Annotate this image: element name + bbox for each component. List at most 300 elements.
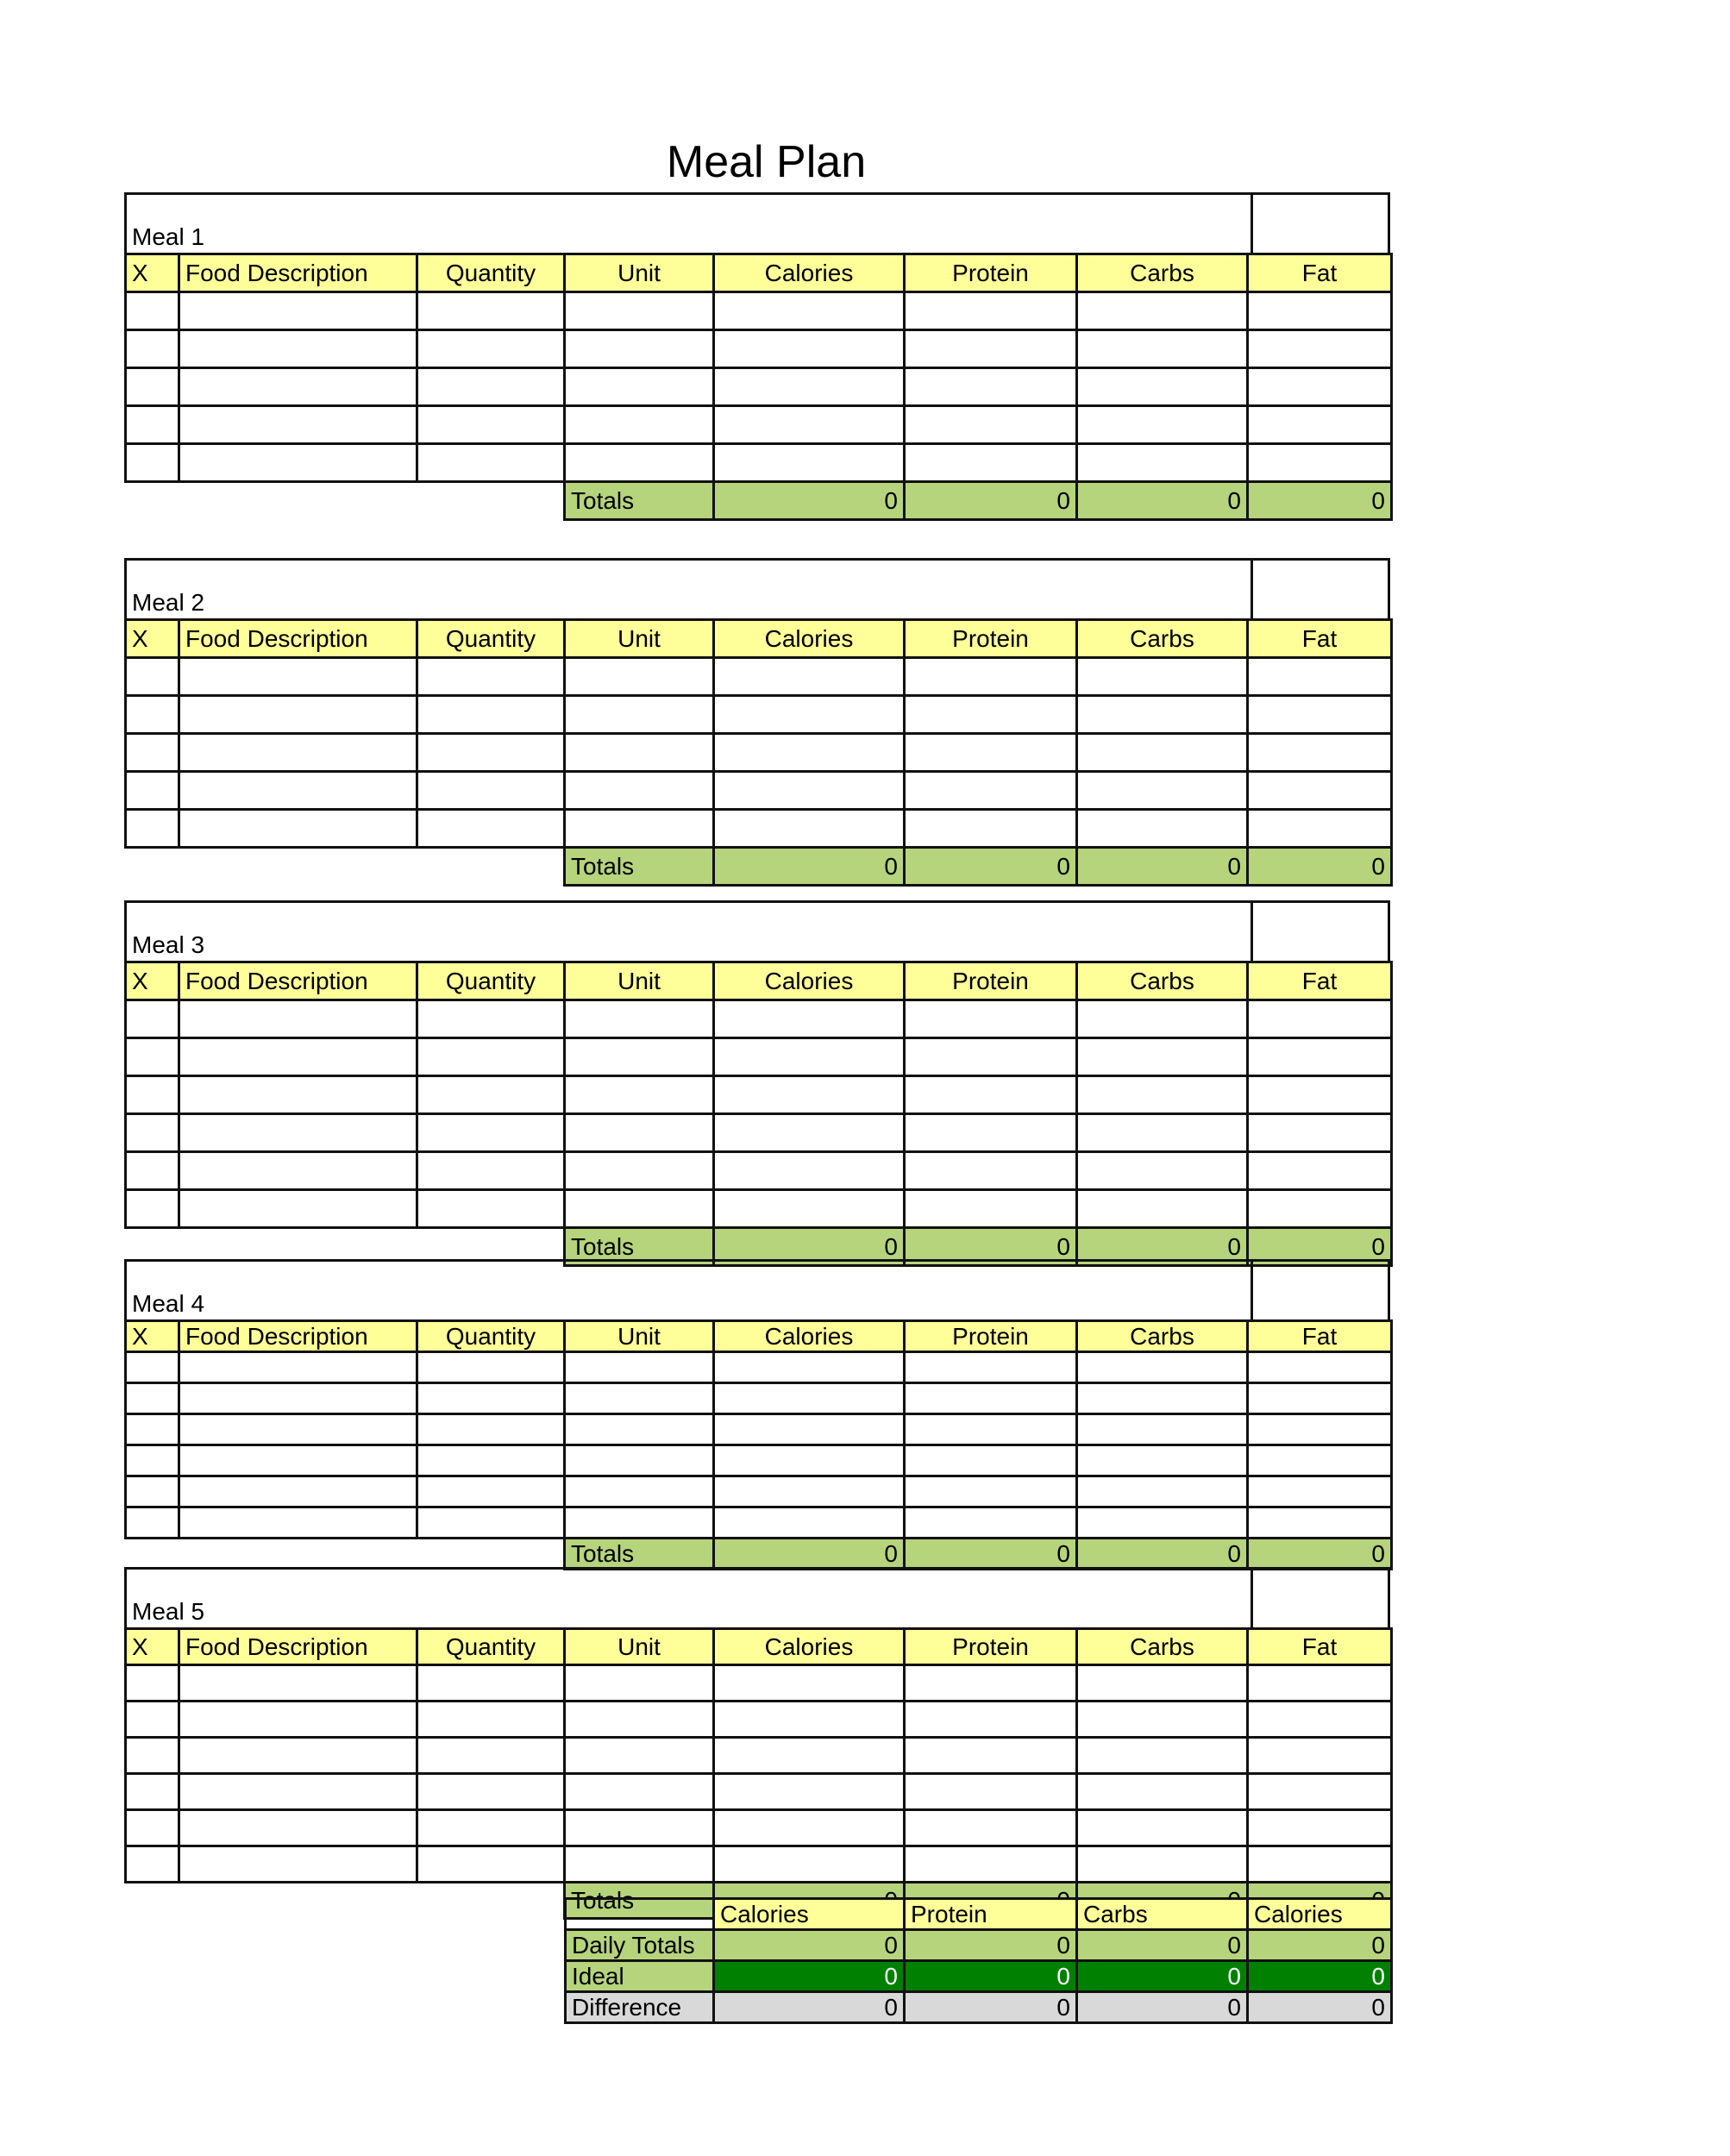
- entry-cell-protein[interactable]: [905, 368, 1077, 406]
- table-row: [126, 1114, 1392, 1152]
- entry-cell-carbs[interactable]: [1077, 696, 1248, 734]
- daily-totals-value: 0: [714, 1930, 905, 1961]
- entry-cell-unit[interactable]: [565, 1000, 714, 1038]
- entry-cell-carbs[interactable]: [1077, 1000, 1248, 1038]
- entry-cell-calories[interactable]: [714, 1846, 905, 1883]
- entry-cell-unit[interactable]: [565, 1774, 714, 1810]
- entry-cell-fat[interactable]: [1248, 810, 1392, 848]
- entry-cell-select[interactable]: [126, 406, 179, 444]
- entry-cell-fat[interactable]: [1248, 1774, 1392, 1810]
- difference-label: Difference: [566, 1992, 714, 2023]
- entry-cell-food-description[interactable]: [179, 1702, 417, 1738]
- entry-cell-carbs[interactable]: [1077, 1038, 1248, 1076]
- entry-cell-food-description[interactable]: [179, 1000, 417, 1038]
- entry-cell-calories[interactable]: [714, 1114, 905, 1152]
- entry-cell-select[interactable]: [126, 1738, 179, 1774]
- entry-cell-quantity[interactable]: [417, 1000, 565, 1038]
- entry-cell-unit[interactable]: [565, 292, 714, 330]
- table-row: [126, 444, 1392, 482]
- entry-cell-fat[interactable]: [1248, 1445, 1392, 1476]
- entry-cell-quantity[interactable]: [417, 696, 565, 734]
- entry-cell-fat[interactable]: [1248, 1738, 1392, 1774]
- entry-cell-food-description[interactable]: [179, 444, 417, 482]
- table-row: [126, 772, 1392, 810]
- entry-cell-unit[interactable]: [565, 1507, 714, 1539]
- entry-cell-unit[interactable]: [565, 1352, 714, 1383]
- entry-cell-quantity[interactable]: [417, 330, 565, 368]
- entry-cell-calories[interactable]: [714, 444, 905, 482]
- entry-cell-unit[interactable]: [565, 734, 714, 772]
- column-header-protein: Protein: [905, 254, 1077, 292]
- entry-cell-protein[interactable]: [905, 1702, 1077, 1738]
- entry-cell-quantity[interactable]: [417, 1774, 565, 1810]
- entry-cell-quantity[interactable]: [417, 1114, 565, 1152]
- daily-totals-value: 0: [905, 1930, 1077, 1961]
- entry-cell-carbs[interactable]: [1077, 734, 1248, 772]
- entry-cell-fat[interactable]: [1248, 1810, 1392, 1846]
- column-header-quantity: Quantity: [417, 620, 565, 658]
- entry-cell-carbs[interactable]: [1077, 1846, 1248, 1883]
- entry-cell-select[interactable]: [126, 658, 179, 696]
- entry-cell-fat[interactable]: [1248, 330, 1392, 368]
- entry-cell-carbs[interactable]: [1077, 1152, 1248, 1190]
- column-header-fat: Fat: [1248, 254, 1392, 292]
- entry-cell-quantity[interactable]: [417, 1414, 565, 1445]
- entry-cell-fat[interactable]: [1248, 1190, 1392, 1228]
- meal-header: [124, 558, 1390, 618]
- column-header-protein: Protein: [905, 962, 1077, 1000]
- meal-block: [124, 1567, 1390, 1920]
- entry-cell-calories[interactable]: [714, 696, 905, 734]
- entry-cell-fat[interactable]: [1248, 1383, 1392, 1414]
- entry-cell-select[interactable]: [126, 810, 179, 848]
- entry-cell-carbs[interactable]: [1077, 406, 1248, 444]
- entry-cell-calories[interactable]: [714, 658, 905, 696]
- column-header-protein: Protein: [905, 620, 1077, 658]
- entry-cell-fat[interactable]: [1248, 1076, 1392, 1114]
- entry-cell-calories[interactable]: [714, 292, 905, 330]
- entry-cell-fat[interactable]: [1248, 1352, 1392, 1383]
- entry-cell-unit[interactable]: [565, 1383, 714, 1414]
- entry-cell-fat[interactable]: [1248, 1507, 1392, 1539]
- entry-cell-unit[interactable]: [565, 1445, 714, 1476]
- entry-cell-protein[interactable]: [905, 1810, 1077, 1846]
- entry-cell-protein[interactable]: [905, 1190, 1077, 1228]
- entry-cell-unit[interactable]: [565, 1038, 714, 1076]
- column-header-calories: Calories: [714, 962, 905, 1000]
- ideal-label: Ideal: [566, 1961, 714, 1992]
- entry-cell-protein[interactable]: [905, 1076, 1077, 1114]
- column-header-unit: Unit: [565, 254, 714, 292]
- meal-block: [124, 558, 1390, 887]
- difference-value: 0: [1077, 1992, 1248, 2023]
- entry-cell-food-description[interactable]: [179, 1738, 417, 1774]
- entry-cell-select[interactable]: [126, 1846, 179, 1883]
- entry-cell-food-description[interactable]: [179, 292, 417, 330]
- column-header-row: [126, 962, 1392, 1000]
- entry-cell-calories[interactable]: [714, 1702, 905, 1738]
- totals-value-carbs: 0: [1077, 482, 1248, 520]
- entry-cell-unit[interactable]: [565, 1114, 714, 1152]
- entry-cell-fat[interactable]: [1248, 1000, 1392, 1038]
- entry-cell-calories[interactable]: [714, 330, 905, 368]
- column-header-carbs: Carbs: [1077, 962, 1248, 1000]
- entry-cell-food-description[interactable]: [179, 1352, 417, 1383]
- entry-cell-unit[interactable]: [565, 406, 714, 444]
- entry-cell-quantity[interactable]: [417, 1810, 565, 1846]
- entry-cell-quantity[interactable]: [417, 1445, 565, 1476]
- table-row: [126, 734, 1392, 772]
- entry-cell-unit[interactable]: [565, 330, 714, 368]
- entry-cell-protein[interactable]: [905, 406, 1077, 444]
- entry-cell-quantity[interactable]: [417, 1738, 565, 1774]
- entry-cell-fat[interactable]: [1248, 1476, 1392, 1507]
- entry-cell-calories[interactable]: [714, 1445, 905, 1476]
- entry-cell-fat[interactable]: [1248, 406, 1392, 444]
- entry-cell-unit[interactable]: [565, 696, 714, 734]
- entry-cell-protein[interactable]: [905, 1414, 1077, 1445]
- table-row: [126, 1190, 1392, 1228]
- totals-label: Totals: [565, 848, 714, 886]
- entry-cell-protein[interactable]: [905, 1846, 1077, 1883]
- entry-cell-select[interactable]: [126, 1702, 179, 1738]
- totals-value-protein: 0: [905, 848, 1077, 886]
- entry-cell-select[interactable]: [126, 1152, 179, 1190]
- summary-header-protein: Protein: [905, 1899, 1077, 1930]
- entry-cell-unit[interactable]: [565, 444, 714, 482]
- entry-cell-food-description[interactable]: [179, 330, 417, 368]
- totals-row: [126, 848, 1392, 886]
- entry-cell-carbs[interactable]: [1077, 1810, 1248, 1846]
- entry-cell-food-description[interactable]: [179, 1414, 417, 1445]
- entry-cell-select[interactable]: [126, 696, 179, 734]
- table-row: [126, 1846, 1392, 1883]
- totals-label: Totals: [565, 1883, 714, 1919]
- entry-cell-select[interactable]: [126, 1352, 179, 1383]
- entry-cell-select[interactable]: [126, 734, 179, 772]
- column-header-food-description: Food Description: [179, 254, 417, 292]
- entry-cell-fat[interactable]: [1248, 1846, 1392, 1883]
- entry-cell-unit[interactable]: [565, 772, 714, 810]
- entry-cell-food-description[interactable]: [179, 1445, 417, 1476]
- entry-cell-carbs[interactable]: [1077, 292, 1248, 330]
- entry-cell-calories[interactable]: [714, 1152, 905, 1190]
- summary-corner: [566, 1899, 714, 1930]
- entry-cell-protein[interactable]: [905, 1738, 1077, 1774]
- totals-spacer: [126, 848, 565, 886]
- totals-value-calories: 0: [714, 482, 905, 520]
- entry-cell-protein[interactable]: [905, 658, 1077, 696]
- entry-cell-select[interactable]: [126, 1665, 179, 1702]
- entry-cell-carbs[interactable]: [1077, 658, 1248, 696]
- column-header-select: X: [126, 962, 179, 1000]
- entry-cell-food-description[interactable]: [179, 1774, 417, 1810]
- entry-cell-calories[interactable]: [714, 1383, 905, 1414]
- table-row: [126, 406, 1392, 444]
- entry-cell-carbs[interactable]: [1077, 1190, 1248, 1228]
- entry-cell-calories[interactable]: [714, 1507, 905, 1539]
- entry-cell-calories[interactable]: [714, 1038, 905, 1076]
- daily-totals-label: Daily Totals: [566, 1930, 714, 1961]
- totals-value-fat: 0: [1248, 482, 1392, 520]
- totals-spacer: [126, 1883, 565, 1919]
- entry-cell-fat[interactable]: [1248, 734, 1392, 772]
- meal-label: Meal 1: [132, 223, 205, 250]
- entry-cell-select[interactable]: [126, 292, 179, 330]
- entry-cell-select[interactable]: [126, 1000, 179, 1038]
- entry-cell-calories[interactable]: [714, 368, 905, 406]
- entry-cell-quantity[interactable]: [417, 1383, 565, 1414]
- column-header-fat: Fat: [1248, 1629, 1392, 1665]
- entry-cell-quantity[interactable]: [417, 1152, 565, 1190]
- entry-cell-select[interactable]: [126, 1810, 179, 1846]
- column-header-select: X: [126, 254, 179, 292]
- entry-cell-protein[interactable]: [905, 1000, 1077, 1038]
- meal-header: [124, 900, 1390, 961]
- entry-cell-carbs[interactable]: [1077, 330, 1248, 368]
- entry-cell-fat[interactable]: [1248, 368, 1392, 406]
- entry-cell-carbs[interactable]: [1077, 1445, 1248, 1476]
- entry-cell-calories[interactable]: [714, 1352, 905, 1383]
- entry-cell-carbs[interactable]: [1077, 1383, 1248, 1414]
- entry-cell-quantity[interactable]: [417, 810, 565, 848]
- column-header-food-description: Food Description: [179, 1629, 417, 1665]
- entry-cell-quantity[interactable]: [417, 1352, 565, 1383]
- entry-cell-unit[interactable]: [565, 658, 714, 696]
- entry-cell-fat[interactable]: [1248, 1038, 1392, 1076]
- entry-cell-select[interactable]: [126, 1076, 179, 1114]
- entry-cell-select[interactable]: [126, 368, 179, 406]
- entry-cell-carbs[interactable]: [1077, 1665, 1248, 1702]
- entry-cell-unit[interactable]: [565, 1665, 714, 1702]
- page-title: Meal Plan: [666, 137, 867, 187]
- entry-cell-quantity[interactable]: [417, 734, 565, 772]
- entry-cell-unit[interactable]: [565, 1810, 714, 1846]
- column-header-calories: Calories: [714, 1629, 905, 1665]
- totals-value-fat: 0: [1248, 1539, 1392, 1570]
- entry-cell-select[interactable]: [126, 1774, 179, 1810]
- entry-cell-protein[interactable]: [905, 1352, 1077, 1383]
- entry-cell-protein[interactable]: [905, 810, 1077, 848]
- entry-cell-unit[interactable]: [565, 1846, 714, 1883]
- entry-cell-protein[interactable]: [905, 1152, 1077, 1190]
- entry-cell-calories[interactable]: [714, 406, 905, 444]
- entry-cell-quantity[interactable]: [417, 444, 565, 482]
- ideal-value[interactable]: 0: [905, 1961, 1077, 1992]
- column-header-select: X: [126, 1629, 179, 1665]
- entry-cell-carbs[interactable]: [1077, 368, 1248, 406]
- entry-cell-fat[interactable]: [1248, 1114, 1392, 1152]
- entry-cell-food-description[interactable]: [179, 1810, 417, 1846]
- ideal-value[interactable]: 0: [1077, 1961, 1248, 1992]
- entry-cell-fat[interactable]: [1248, 292, 1392, 330]
- entry-cell-select[interactable]: [126, 1190, 179, 1228]
- entry-cell-calories[interactable]: [714, 1076, 905, 1114]
- ideal-value[interactable]: 0: [1248, 1961, 1392, 1992]
- meal-table: [124, 253, 1393, 521]
- entry-cell-food-description[interactable]: [179, 1665, 417, 1702]
- entry-cell-protein[interactable]: [905, 772, 1077, 810]
- entry-cell-food-description[interactable]: [179, 368, 417, 406]
- entry-cell-calories[interactable]: [714, 1000, 905, 1038]
- totals-value-protein: 0: [905, 482, 1077, 520]
- entry-cell-carbs[interactable]: [1077, 1414, 1248, 1445]
- entry-cell-fat[interactable]: [1248, 1702, 1392, 1738]
- entry-cell-protein[interactable]: [905, 1038, 1077, 1076]
- entry-cell-carbs[interactable]: [1077, 1507, 1248, 1539]
- column-header-calories: Calories: [714, 1321, 905, 1352]
- entry-cell-protein[interactable]: [905, 1507, 1077, 1539]
- entry-cell-unit[interactable]: [565, 1738, 714, 1774]
- entry-cell-food-description[interactable]: [179, 1038, 417, 1076]
- entry-cell-quantity[interactable]: [417, 1190, 565, 1228]
- entry-cell-calories[interactable]: [714, 1665, 905, 1702]
- entry-cell-unit[interactable]: [565, 1476, 714, 1507]
- entry-cell-carbs[interactable]: [1077, 1774, 1248, 1810]
- entry-cell-unit[interactable]: [565, 1702, 714, 1738]
- table-row: [126, 696, 1392, 734]
- totals-spacer: [126, 1539, 565, 1570]
- entry-cell-select[interactable]: [126, 1038, 179, 1076]
- entry-cell-quantity[interactable]: [417, 1038, 565, 1076]
- totals-value-carbs: 0: [1077, 1228, 1248, 1266]
- entry-cell-select[interactable]: [126, 330, 179, 368]
- table-row: [126, 1445, 1392, 1476]
- entry-cell-carbs[interactable]: [1077, 1476, 1248, 1507]
- entry-cell-protein[interactable]: [905, 1383, 1077, 1414]
- entry-cell-calories[interactable]: [714, 1738, 905, 1774]
- entry-cell-unit[interactable]: [565, 1076, 714, 1114]
- entry-cell-calories[interactable]: [714, 810, 905, 848]
- totals-label: Totals: [565, 1539, 714, 1570]
- column-header-unit: Unit: [565, 962, 714, 1000]
- table-row: [126, 368, 1392, 406]
- entry-cell-food-description[interactable]: [179, 810, 417, 848]
- entry-cell-select[interactable]: [126, 772, 179, 810]
- entry-cell-quantity[interactable]: [417, 1507, 565, 1539]
- entry-cell-food-description[interactable]: [179, 1507, 417, 1539]
- entry-cell-unit[interactable]: [565, 810, 714, 848]
- entry-cell-food-description[interactable]: [179, 406, 417, 444]
- entry-cell-food-description[interactable]: [179, 1076, 417, 1114]
- entry-cell-calories[interactable]: [714, 772, 905, 810]
- entry-cell-calories[interactable]: [714, 1810, 905, 1846]
- entry-cell-quantity[interactable]: [417, 772, 565, 810]
- entry-cell-quantity[interactable]: [417, 658, 565, 696]
- entry-cell-carbs[interactable]: [1077, 1352, 1248, 1383]
- entry-cell-carbs[interactable]: [1077, 1114, 1248, 1152]
- entry-cell-food-description[interactable]: [179, 734, 417, 772]
- entry-cell-calories[interactable]: [714, 1774, 905, 1810]
- entry-cell-select[interactable]: [126, 1414, 179, 1445]
- table-row: [126, 1665, 1392, 1702]
- table-row: [126, 1702, 1392, 1738]
- meal-label: Meal 2: [132, 589, 205, 616]
- totals-spacer: [126, 482, 565, 520]
- entry-cell-select[interactable]: [126, 1383, 179, 1414]
- ideal-value[interactable]: 0: [714, 1961, 905, 1992]
- entry-cell-protein[interactable]: [905, 292, 1077, 330]
- entry-cell-calories[interactable]: [714, 1414, 905, 1445]
- entry-cell-calories[interactable]: [714, 1190, 905, 1228]
- meal-table: [124, 1627, 1393, 1920]
- entry-cell-unit[interactable]: [565, 1190, 714, 1228]
- entry-cell-carbs[interactable]: [1077, 1702, 1248, 1738]
- table-row: [126, 1152, 1392, 1190]
- entry-cell-food-description[interactable]: [179, 1152, 417, 1190]
- entry-cell-food-description[interactable]: [179, 1476, 417, 1507]
- entry-cell-select[interactable]: [126, 1476, 179, 1507]
- entry-cell-fat[interactable]: [1248, 1665, 1392, 1702]
- entry-cell-quantity[interactable]: [417, 1076, 565, 1114]
- entry-cell-food-description[interactable]: [179, 1383, 417, 1414]
- entry-cell-protein[interactable]: [905, 1476, 1077, 1507]
- entry-cell-food-description[interactable]: [179, 658, 417, 696]
- entry-cell-carbs[interactable]: [1077, 810, 1248, 848]
- entry-cell-carbs[interactable]: [1077, 1738, 1248, 1774]
- entry-cell-protein[interactable]: [905, 1114, 1077, 1152]
- entry-cell-food-description[interactable]: [179, 772, 417, 810]
- meal-header-divider: [1250, 1262, 1253, 1319]
- entry-cell-calories[interactable]: [714, 1476, 905, 1507]
- entry-cell-fat[interactable]: [1248, 1414, 1392, 1445]
- entry-cell-quantity[interactable]: [417, 368, 565, 406]
- entry-cell-food-description[interactable]: [179, 1846, 417, 1883]
- entry-cell-select[interactable]: [126, 444, 179, 482]
- column-header-row: [126, 1629, 1392, 1665]
- entry-cell-food-description[interactable]: [179, 1190, 417, 1228]
- entry-cell-carbs[interactable]: [1077, 1076, 1248, 1114]
- entry-cell-fat[interactable]: [1248, 772, 1392, 810]
- entry-cell-protein[interactable]: [905, 1774, 1077, 1810]
- entry-cell-select[interactable]: [126, 1507, 179, 1539]
- daily-totals-value: 0: [1077, 1930, 1248, 1961]
- meal-table: [124, 961, 1393, 1267]
- meal-header-divider: [1250, 1570, 1253, 1627]
- entry-cell-unit[interactable]: [565, 368, 714, 406]
- entry-cell-quantity[interactable]: [417, 292, 565, 330]
- entry-cell-unit[interactable]: [565, 1152, 714, 1190]
- entry-cell-calories[interactable]: [714, 734, 905, 772]
- entry-cell-fat[interactable]: [1248, 696, 1392, 734]
- entry-cell-protein[interactable]: [905, 330, 1077, 368]
- daily-summary-table: [564, 1897, 1393, 2024]
- entry-cell-carbs[interactable]: [1077, 444, 1248, 482]
- entry-cell-quantity[interactable]: [417, 1665, 565, 1702]
- entry-cell-fat[interactable]: [1248, 658, 1392, 696]
- entry-cell-quantity[interactable]: [417, 406, 565, 444]
- entry-cell-protein[interactable]: [905, 1665, 1077, 1702]
- entry-cell-select[interactable]: [126, 1445, 179, 1476]
- totals-label: Totals: [565, 482, 714, 520]
- entry-cell-protein[interactable]: [905, 444, 1077, 482]
- totals-value-calories: 0: [714, 1228, 905, 1266]
- entry-cell-protein[interactable]: [905, 1445, 1077, 1476]
- entry-cell-quantity[interactable]: [417, 1476, 565, 1507]
- entry-cell-unit[interactable]: [565, 1414, 714, 1445]
- entry-cell-quantity[interactable]: [417, 1702, 565, 1738]
- entry-cell-protein[interactable]: [905, 696, 1077, 734]
- entry-cell-carbs[interactable]: [1077, 772, 1248, 810]
- entry-cell-fat[interactable]: [1248, 444, 1392, 482]
- entry-cell-fat[interactable]: [1248, 1152, 1392, 1190]
- entry-cell-food-description[interactable]: [179, 696, 417, 734]
- entry-cell-protein[interactable]: [905, 734, 1077, 772]
- column-header-unit: Unit: [565, 1629, 714, 1665]
- entry-cell-select[interactable]: [126, 1114, 179, 1152]
- entry-cell-food-description[interactable]: [179, 1114, 417, 1152]
- entry-cell-quantity[interactable]: [417, 1846, 565, 1883]
